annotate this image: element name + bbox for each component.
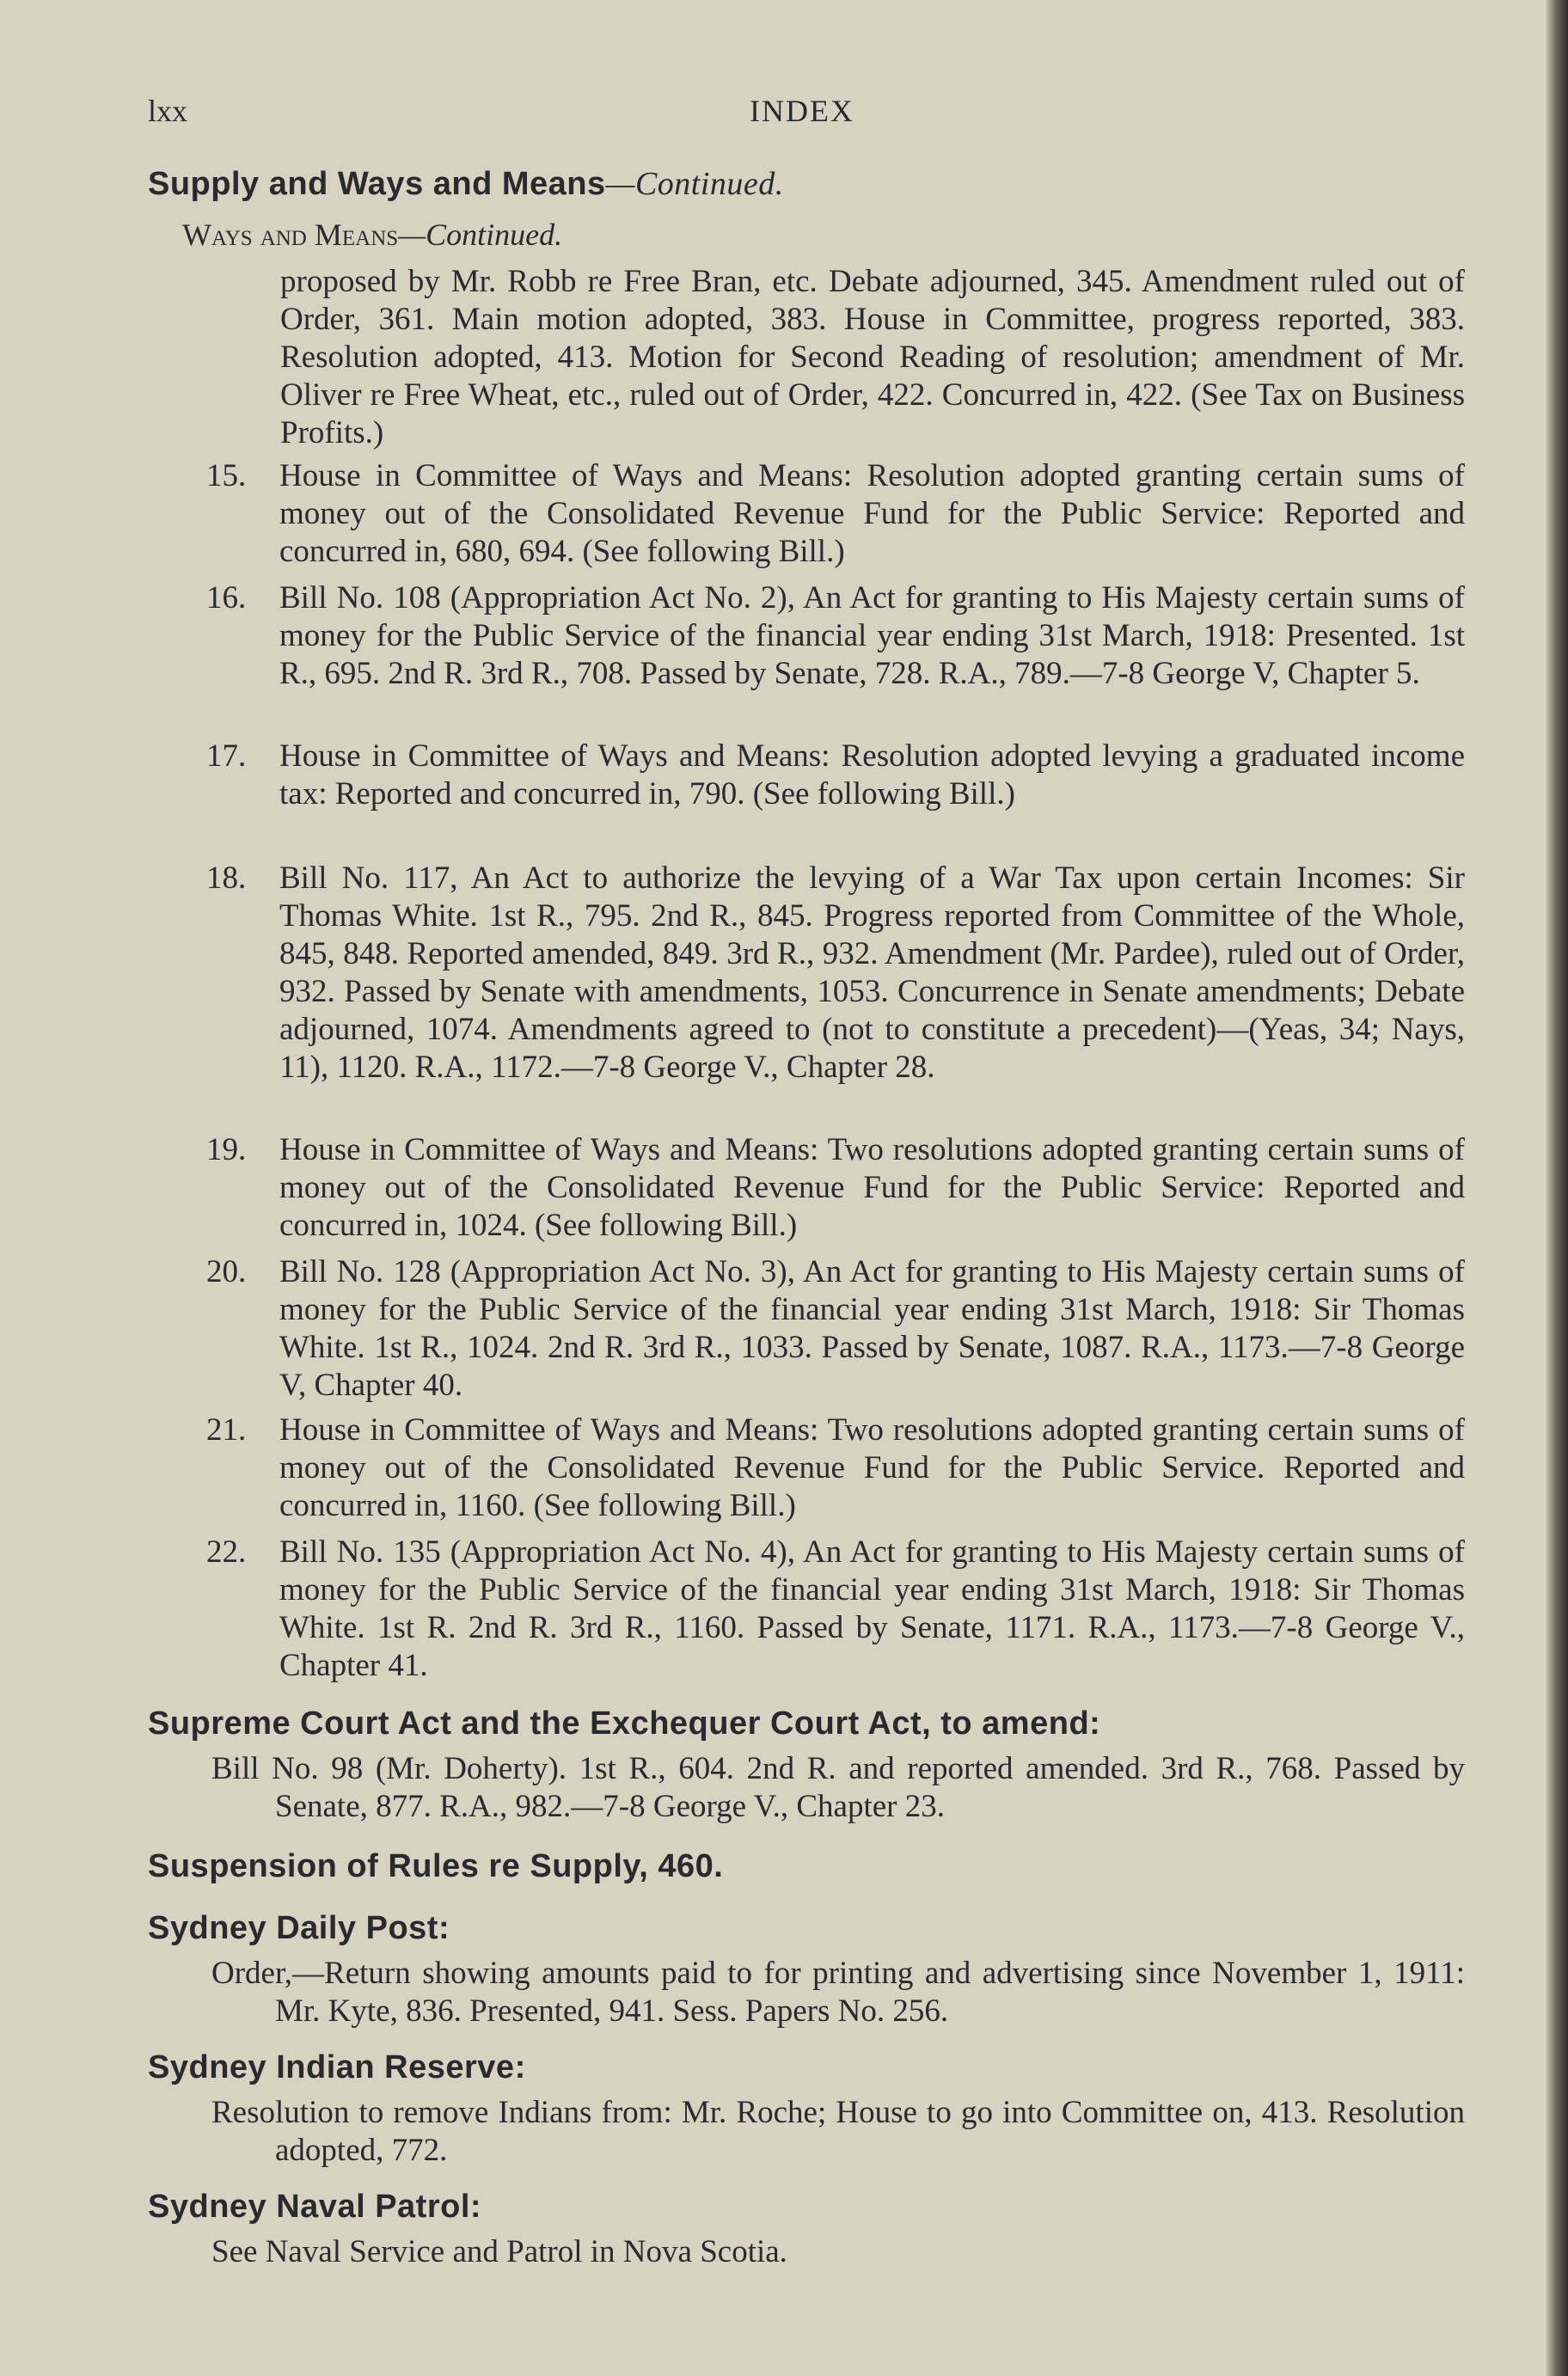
entry-number: 22. [206, 1534, 247, 1570]
list-item [206, 1412, 1465, 1525]
subsection-heading-text: Ways and Means [182, 217, 399, 252]
entry-text: House in Committee of Ways and Means: Resolution adopted granting certain sums of money out of the Consolidated Revenue Fund for the Public Service: Reported and concurred in, 680, 694. (See following Bill.) [279, 458, 1465, 569]
topic-heading: Supreme Court Act and the Exchequer Court Act, to amend: [148, 1705, 1101, 1742]
topic-heading: Sydney Daily Post: [148, 1910, 450, 1946]
subsection-heading-continued: —Continued. [398, 217, 563, 252]
list-item [206, 1534, 1465, 1685]
entry-text: Bill No. 117, An Act to authorize the levying of a War Tax upon certain Incomes: Sir Thomas White. 1st R., 795. 2nd R., 845. Progress reported from Committee of the Whole, 845, 848. Reported amended, 849. 3rd R., 932. Amendment (Mr. Pardee), ruled out of Order, 932. Passed by Senate with amendments, 1053. Concurrence in Senate amendments; Debate adjourned, 1074. Amendments agreed to (not to constitute a precedent)—(Yeas, 34; Nays, 11), 1120. R.A., 1172.—7-8 George V., Chapter 28. [279, 860, 1465, 1085]
subsection-heading [182, 217, 562, 253]
entry-text: Bill No. 128 (Appropriation Act No. 3), An Act for granting to His Majesty certain sums of money for the Public Service of the financial year ending 31st March, 1918: Sir Thomas White. 1st R., 1024. 2nd R. 3rd R., 1033. Passed by Senate, 1087. R.A., 1173.—7-8 George V, Chapter 40. [279, 1254, 1465, 1403]
entry-number: 21. [206, 1412, 247, 1448]
topic-heading: Sydney Indian Reserve: [148, 2049, 526, 2085]
page-title: INDEX [750, 94, 854, 128]
list-item [206, 738, 1465, 813]
section-heading [148, 165, 784, 203]
topic-text: Order,—Return showing amounts paid to for printing and advertising since November 1, 1911: Mr. Kyte, 836. Presented, 941. Sess. Papers No. 256. [211, 1956, 1465, 2029]
entry-text: Bill No. 135 (Appropriation Act No. 4), An Act for granting to His Majesty certain sums of money for the Public Service of the financial year ending 31st March, 1918: Sir Thomas White. 1st R. 2nd R. 3rd R., 1160. Passed by Senate, 1171. R.A., 1173.—7-8 George V., Chapter 41. [279, 1534, 1465, 1683]
entry-text: Bill No. 108 (Appropriation Act No. 2), An Act for granting to His Majesty certain sums of money for the Public Service of the financial year ending 31st March, 1918: Presented. 1st R., 695. 2nd R. 3rd R., 708. Passed by Senate, 728. R.A., 789.—7-8 George V, Chapter 5. [279, 580, 1465, 691]
entry-text: House in Committee of Ways and Means: Two resolutions adopted granting certain sums of money out of the Consolidated Revenue Fund for the Public Service: Reported and concurred in, 1024. (See following Bill.) [279, 1132, 1465, 1243]
list-item [206, 1253, 1465, 1405]
topic-heading: Sydney Naval Patrol: [148, 2189, 482, 2225]
entry-number: 20. [206, 1254, 247, 1289]
entry-number: 19. [206, 1132, 247, 1167]
list-item [206, 1131, 1465, 1245]
entry-text: House in Committee of Ways and Means: Two resolutions adopted granting certain sums of money out of the Consolidated Revenue Fund for the Public Service. Reported and concurred in, 1160. (See following Bill.) [279, 1412, 1465, 1523]
list-item [206, 860, 1465, 1087]
topic-heading: Suspension of Rules re Supply, 460. [148, 1848, 724, 1884]
section-heading-text: Supply and Ways and Means [148, 166, 606, 202]
list-item [206, 579, 1465, 693]
entry-number: 18. [206, 860, 247, 896]
entry-text: House in Committee of Ways and Means: Resolution adopted levying a graduated income tax: Reported and concurred in, 790. (See following Bill.) [279, 738, 1465, 811]
entry-number: 16. [206, 580, 247, 615]
topic-text: Resolution to remove Indians from: Mr. Roche; House to go into Committee on, 413. Resolution adopted, 772. [211, 2095, 1465, 2168]
entry-number: 17. [206, 738, 247, 774]
entry-number: 15. [206, 458, 247, 493]
topic-text: See Naval Service and Patrol in Nova Scotia. [211, 2234, 787, 2269]
continued-entry-text: proposed by Mr. Robb re Free Bran, etc. Debate adjourned, 345. Amendment ruled out of Order, 361. Main motion adopted, 383. House in Committee, progress reported, 383. Resolution adopted, 413. Motion for Second Reading of resolution; amendment of Mr. Oliver re Free Wheat, etc., ruled out of Order, 422. Concurred in, 422. (See Tax on Business Profits.) [280, 264, 1465, 450]
page-edge-shadow [1546, 0, 1568, 2376]
section-heading-continued: —Continued. [605, 166, 784, 202]
page-number: lxx [148, 94, 188, 128]
topic-text: Bill No. 98 (Mr. Doherty). 1st R., 604. 2nd R. and reported amended. 3rd R., 768. Passed by Senate, 877. R.A., 982.—7-8 George V., Chapter 23. [211, 1751, 1465, 1824]
list-item [206, 457, 1465, 571]
